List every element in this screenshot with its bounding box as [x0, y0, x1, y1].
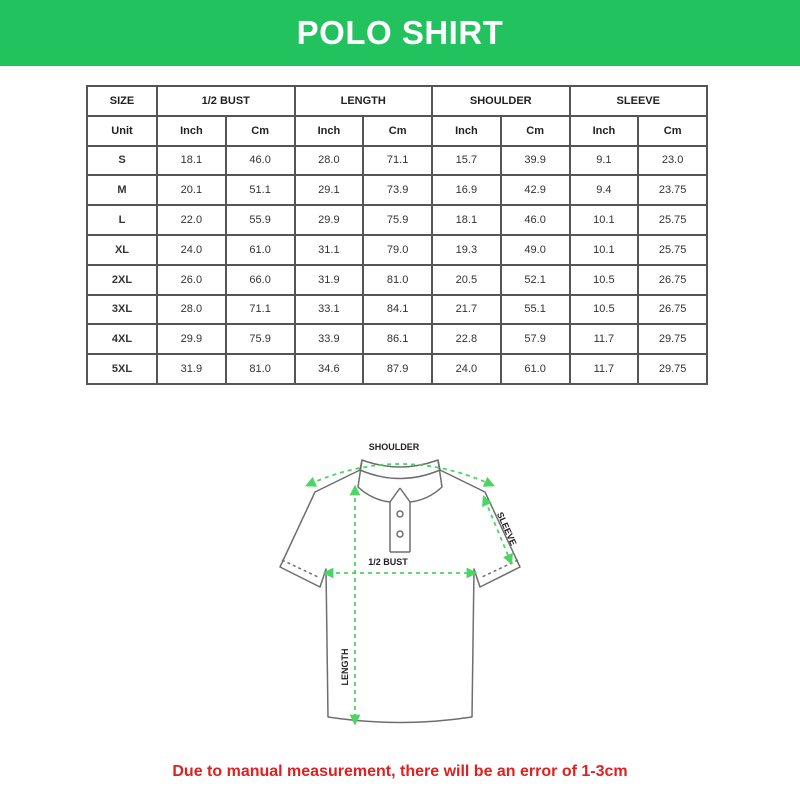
measure-cell: 25.75 — [638, 235, 707, 265]
measure-cell: 55.1 — [501, 295, 570, 325]
measure-cell: 26.75 — [638, 265, 707, 295]
measure-cell: 9.4 — [570, 175, 639, 205]
measure-cell: 31.9 — [157, 354, 226, 384]
unit-cell: Cm — [638, 116, 707, 146]
measure-cell: 33.1 — [295, 295, 364, 325]
measure-cell: 10.1 — [570, 235, 639, 265]
measure-cell: 26.75 — [638, 295, 707, 325]
length-label: LENGTH — [340, 648, 350, 686]
measure-cell: 86.1 — [363, 324, 432, 354]
measurement-note: Due to manual measurement, there will be an error of 1-3cm — [172, 763, 628, 780]
unit-cell: Cm — [501, 116, 570, 146]
measure-cell: 10.5 — [570, 265, 639, 295]
measure-cell: 46.0 — [501, 205, 570, 235]
size-cell: L — [87, 205, 157, 235]
measure-cell: 24.0 — [157, 235, 226, 265]
measure-cell: 11.7 — [570, 354, 639, 384]
measure-cell: 21.7 — [432, 295, 501, 325]
table-row — [87, 354, 707, 384]
measure-cell: 51.1 — [226, 175, 295, 205]
measure-cell: 15.7 — [432, 146, 501, 176]
measure-cell: 61.0 — [226, 235, 295, 265]
size-cell: M — [87, 175, 157, 205]
measure-cell: 33.9 — [295, 324, 364, 354]
measure-cell: 18.1 — [157, 146, 226, 176]
measure-cell: 10.5 — [570, 295, 639, 325]
table-row — [87, 205, 707, 235]
size-cell: 3XL — [87, 295, 157, 325]
measure-cell: 39.9 — [501, 146, 570, 176]
measure-cell: 29.9 — [157, 324, 226, 354]
measure-cell: 71.1 — [226, 295, 295, 325]
measure-cell: 34.6 — [295, 354, 364, 384]
measure-cell: 28.0 — [157, 295, 226, 325]
header-sleeve: SLEEVE — [570, 86, 708, 116]
measure-cell: 16.9 — [432, 175, 501, 205]
measure-cell: 73.9 — [363, 175, 432, 205]
header-size: SIZE — [87, 86, 157, 116]
title-banner — [0, 0, 800, 66]
unit-cell: Inch — [295, 116, 364, 146]
measure-cell: 23.75 — [638, 175, 707, 205]
size-chart-table — [86, 85, 708, 385]
size-cell: 5XL — [87, 354, 157, 384]
measure-cell: 20.5 — [432, 265, 501, 295]
table-row — [87, 235, 707, 265]
measure-cell: 20.1 — [157, 175, 226, 205]
measure-cell: 29.75 — [638, 324, 707, 354]
measure-cell: 19.3 — [432, 235, 501, 265]
table-row — [87, 265, 707, 295]
header-bust: 1/2 BUST — [157, 86, 295, 116]
measure-cell: 29.9 — [295, 205, 364, 235]
measure-cell: 31.1 — [295, 235, 364, 265]
measure-cell: 75.9 — [226, 324, 295, 354]
measure-cell: 42.9 — [501, 175, 570, 205]
measure-cell: 81.0 — [363, 265, 432, 295]
measure-cell: 18.1 — [432, 205, 501, 235]
group-header-row — [87, 86, 707, 116]
unit-header-row — [87, 116, 707, 146]
unit-cell: Inch — [157, 116, 226, 146]
measure-cell: 57.9 — [501, 324, 570, 354]
size-cell: 4XL — [87, 324, 157, 354]
measure-cell: 71.1 — [363, 146, 432, 176]
measure-cell: 61.0 — [501, 354, 570, 384]
measure-cell: 28.0 — [295, 146, 364, 176]
measure-cell: 29.1 — [295, 175, 364, 205]
measure-cell: 49.0 — [501, 235, 570, 265]
header-length: LENGTH — [295, 86, 433, 116]
measure-cell: 22.8 — [432, 324, 501, 354]
bust-label: 1/2 BUST — [368, 557, 408, 567]
size-cell: S — [87, 146, 157, 176]
measure-cell: 79.0 — [363, 235, 432, 265]
page-title: POLO SHIRT — [296, 14, 504, 51]
table-row — [87, 146, 707, 176]
measure-cell: 81.0 — [226, 354, 295, 384]
unit-cell: Cm — [226, 116, 295, 146]
unit-cell: Inch — [570, 116, 639, 146]
measure-cell: 9.1 — [570, 146, 639, 176]
measure-cell: 46.0 — [226, 146, 295, 176]
measure-cell: 55.9 — [226, 205, 295, 235]
measure-cell: 10.1 — [570, 205, 639, 235]
measure-cell: 75.9 — [363, 205, 432, 235]
measure-cell: 26.0 — [157, 265, 226, 295]
measure-cell: 22.0 — [157, 205, 226, 235]
measure-cell: 84.1 — [363, 295, 432, 325]
table-row — [87, 324, 707, 354]
shirt-outline — [280, 460, 520, 723]
unit-cell: Cm — [363, 116, 432, 146]
size-cell: XL — [87, 235, 157, 265]
measure-cell: 87.9 — [363, 354, 432, 384]
header-shoulder: SHOULDER — [432, 86, 570, 116]
measure-cell: 31.9 — [295, 265, 364, 295]
size-cell: 2XL — [87, 265, 157, 295]
table-row — [87, 295, 707, 325]
unit-cell: Inch — [432, 116, 501, 146]
sleeve-label: SLEEVE — [494, 510, 519, 548]
measure-cell: 11.7 — [570, 324, 639, 354]
measure-cell: 66.0 — [226, 265, 295, 295]
measure-cell: 52.1 — [501, 265, 570, 295]
measure-cell: 29.75 — [638, 354, 707, 384]
shirt-diagram — [260, 432, 540, 742]
measure-cell: 24.0 — [432, 354, 501, 384]
table-row — [87, 175, 707, 205]
unit-cell: Unit — [87, 116, 157, 146]
shoulder-label: SHOULDER — [368, 442, 420, 452]
measure-cell: 25.75 — [638, 205, 707, 235]
measure-cell: 23.0 — [638, 146, 707, 176]
